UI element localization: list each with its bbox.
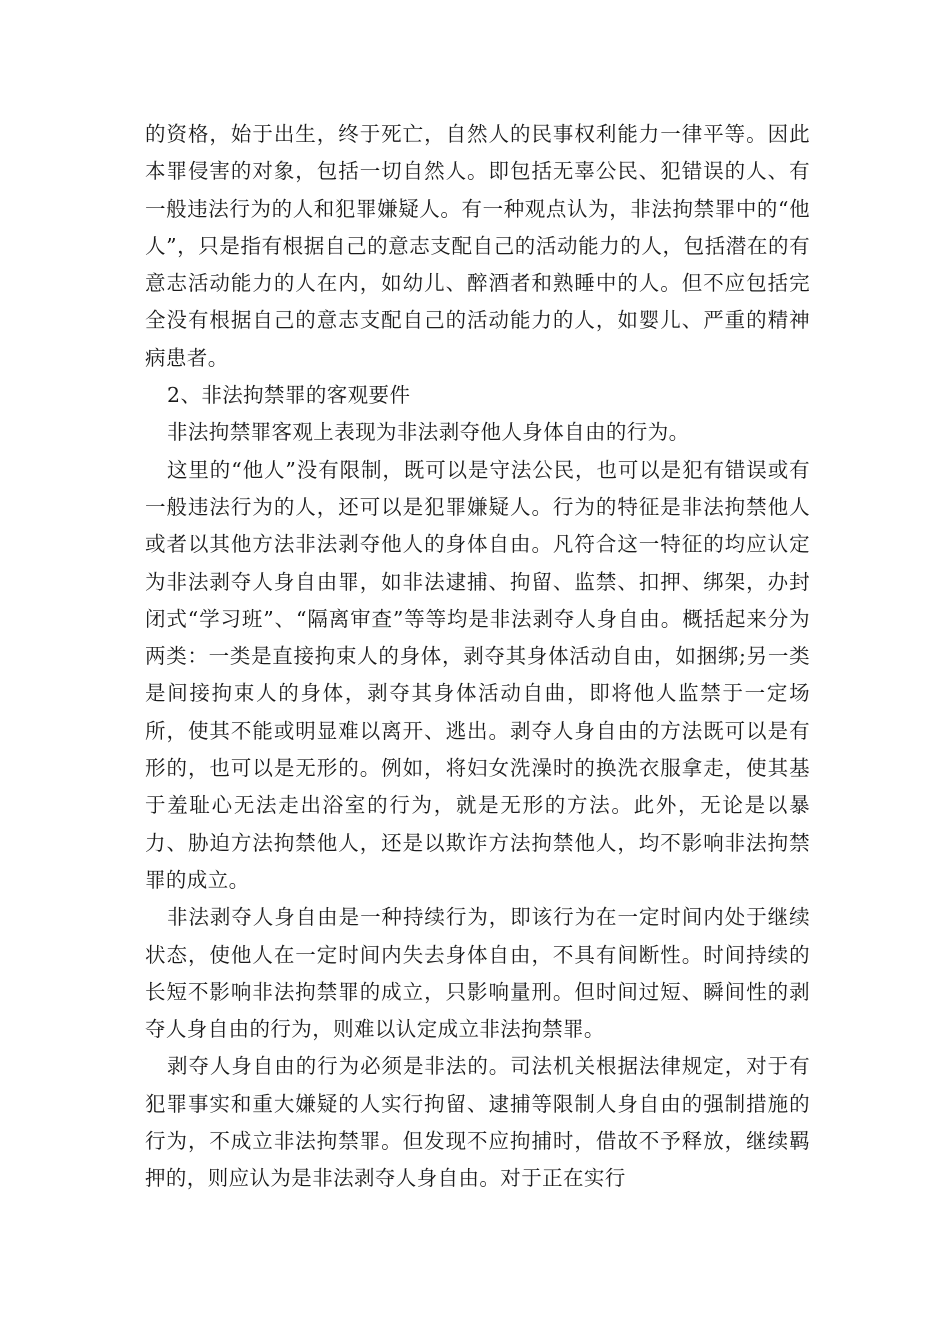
paragraph-continuous-act: 非法剥夺人身自由是一种持续行为，即该行为在一定时间内处于继续状态，使他人在一定时间内失去身体自由，不具有间断性。时间持续的长短不影响非法拘禁罪的成立，只影响量刑。但时间过短、瞬间性的剥夺人身自由的行为，则难以认定成立非法拘禁罪。 xyxy=(145,905,810,1042)
paragraph-continuation: 的资格，始于出生，终于死亡，自然人的民事权利能力一律平等。因此本罪侵害的对象，包括一切自然人。即包括无辜公民、犯错误的人、有一般违法行为的人和犯罪嫌疑人。有一种观点认为，非法拘禁罪中的“他人”，只是指有根据自己的意志支配自己的活动能力的人，包括潜在的有意志活动能力的人在内，如幼儿、醉酒者和熟睡中的人。但不应包括完全没有根据自己的意志支配自己的活动能力的人，如婴儿、严重的精神病患者。 xyxy=(145,122,810,370)
paragraph-objective-summary: 非法拘禁罪客观上表现为非法剥夺他人身体自由的行为。 xyxy=(167,420,690,445)
document-body xyxy=(145,116,810,1198)
paragraph-other-person: 这里的“他人”没有限制，既可以是守法公民，也可以是犯有错误或有一般违法行为的人，还可以是犯罪嫌疑人。行为的特征是非法拘禁他人或者以其他方法非法剥夺他人的身体自由。凡符合这一特征的均应认定为非法剥夺人身自由罪，如非法逮捕、拘留、监禁、扣押、绑架，办封闭式“学习班”、“隔离审查”等等均是非法剥夺人身自由。概括起来分为两类：一类是直接拘束人的身体，剥夺其身体活动自由，如捆绑;另一类是间接拘束人的身体，剥夺其身体活动自曲，即将他人监禁于一定场所，使其不能或明显难以离开、逃出。剥夺人身自由的方法既可以是有形的，也可以是无形的。例如，将妇女洗澡时的换洗衣服拿走，使其基于羞耻心无法走出浴室的行为，就是无形的方法。此外，无论是以暴力、胁迫方法拘禁他人，还是以欺诈方法拘禁他人，均不影响非法拘禁罪的成立。 xyxy=(145,457,810,892)
section-heading-objective-elements: 2、非法拘禁罪的客观要件 xyxy=(167,383,411,408)
paragraph-illegality: 剥夺人身自由的行为必须是非法的。司法机关根据法律规定，对于有犯罪事实和重大嫌疑的人实行拘留、逮捕等限制人身自由的强制措施的行为，不成立非法拘禁罪。但发现不应拘捕时，借故不予释放，继续羁押的，则应认为是非法剥夺人身自由。对于正在实行 xyxy=(145,1054,810,1191)
